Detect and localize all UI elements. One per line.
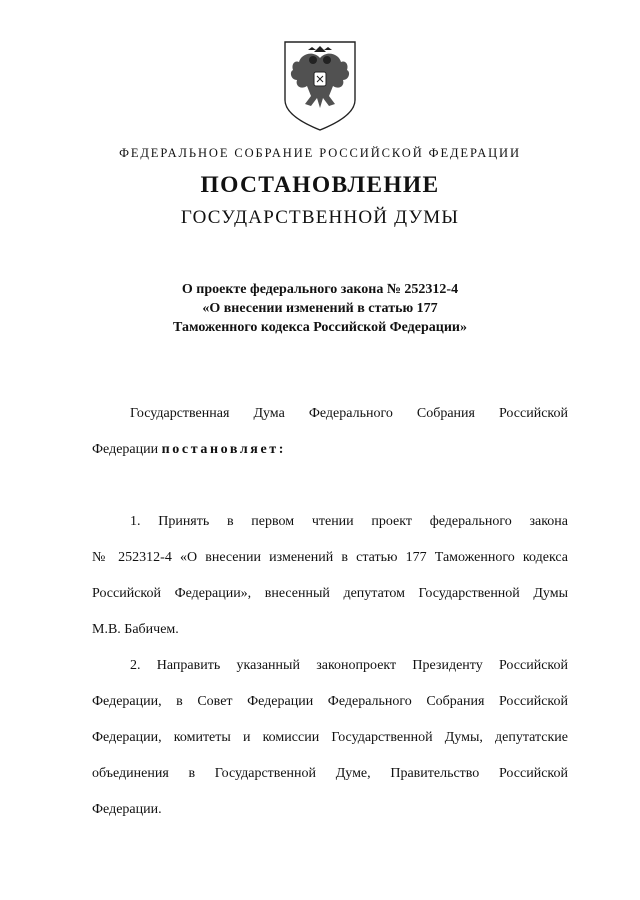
paragraph-line: Федерации, комитеты и комиссии Государственной Думы, депутатские — [92, 730, 568, 745]
paragraph-line: Федерации. — [92, 802, 162, 817]
item-1-paragraph — [92, 504, 568, 648]
paragraph-line: объединения в Государственной Думе, Правительство Российской — [92, 766, 568, 781]
paragraph-line: 2. Направить указанный законопроект Президенту Российской — [130, 658, 568, 673]
paragraph-line: Государственная Дума Федерального Собрания Российской — [130, 406, 568, 421]
item-2-paragraph — [92, 648, 568, 828]
heading-line: «О внесении изменений в статью 177 — [202, 301, 438, 316]
paragraph-line — [92, 432, 568, 468]
heading-line: О проекте федерального закона № 252312-4 — [181, 282, 459, 297]
resolution-heading — [0, 280, 640, 337]
coat-of-arms-icon — [275, 38, 365, 134]
organization-name: ФЕДЕРАЛЬНОЕ СОБРАНИЕ РОССИЙСКОЙ ФЕДЕРАЦИИ — [119, 146, 521, 160]
paragraph-line: М.В. Бабичем. — [92, 622, 179, 637]
intro-text: Федерации — [92, 442, 159, 457]
paragraph-line: № 252312-4 «О внесении изменений в статью 177 Таможенного кодекса — [92, 550, 568, 565]
document-title: ПОСТАНОВЛЕНИЕ — [200, 172, 440, 198]
paragraph-line: 1. Принять в первом чтении проект федерального закона — [130, 514, 568, 529]
paragraph-line: Российской Федерации», внесенный депутатом Государственной Думы — [92, 586, 568, 601]
document-subtitle: ГОСУДАРСТВЕННОЙ ДУМЫ — [180, 207, 460, 228]
resolves-keyword: постановляет: — [161, 442, 287, 457]
heading-line: Таможенного кодекса Российской Федерации» — [173, 320, 467, 335]
intro-paragraph — [92, 396, 568, 468]
paragraph-line: Федерации, в Совет Федерации Федерального Собрания Российской — [92, 694, 568, 709]
